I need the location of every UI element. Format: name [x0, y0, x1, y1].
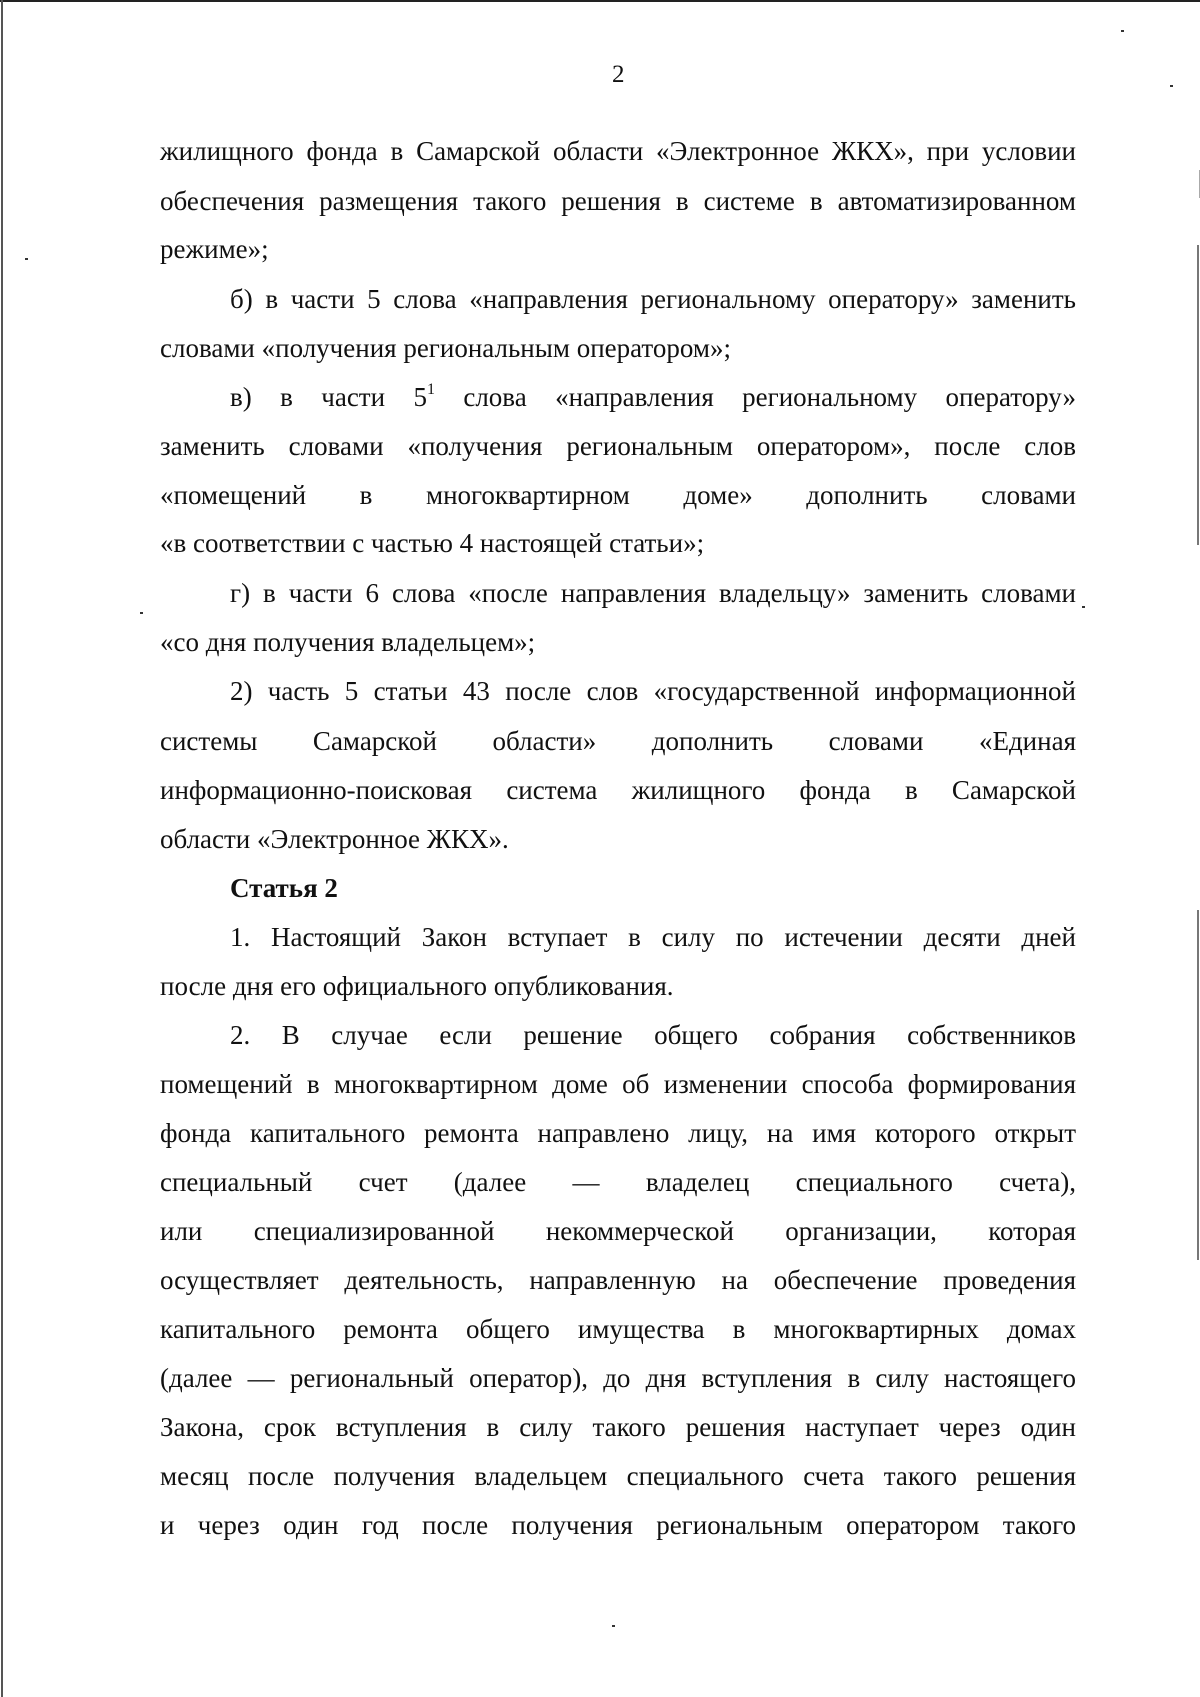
text-line: информационно-поисковая система жилищного фонда в Самарской: [160, 775, 1076, 805]
text-line: 2. В случае если решение общего собрания собственников: [230, 1020, 1076, 1050]
scan-speck: [612, 1625, 615, 1627]
text-line: режиме»;: [160, 234, 269, 264]
scan-speck: [1121, 30, 1124, 32]
text-line: б) в части 5 слова «направления региональному оператору» заменить: [230, 284, 1076, 314]
text-line: месяц после получения владельцем специального счета такого решения: [160, 1461, 1076, 1491]
scan-edge-right: [1197, 910, 1199, 1260]
text-line: «помещений в многоквартирном доме» дополнить словами: [160, 480, 1076, 510]
scan-speck: [140, 612, 143, 614]
text-line: капитального ремонта общего имущества в многоквартирных домах: [160, 1314, 1076, 1344]
text-line: 2) часть 5 статьи 43 после слов «государственной информационной: [230, 676, 1076, 706]
text-line: и через один год после получения региональным оператором такого: [160, 1510, 1076, 1540]
text-line: системы Самарской области» дополнить словами «Единая: [160, 726, 1076, 756]
text-line: заменить словами «получения региональным оператором», после слов: [160, 431, 1076, 461]
text-line: жилищного фонда в Самарской области «Электронное ЖКХ», при условии: [160, 136, 1076, 166]
page-number: 2: [612, 61, 625, 88]
text-run: в) в части 5: [230, 382, 427, 412]
text-line: [230, 381, 1076, 413]
text-line: осуществляет деятельность, направленную на обеспечение проведения: [160, 1265, 1076, 1295]
text-line: «в соответствии с частью 4 настоящей статьи»;: [160, 528, 705, 558]
text-run: слова «направления региональному оператору»: [463, 382, 1076, 412]
text-line: фонда капитального ремонта направлено лицу, на имя которого открыт: [160, 1118, 1076, 1148]
text-line: области «Электронное ЖКХ».: [160, 824, 509, 854]
text-line: помещений в многоквартирном доме об изменении способа формирования: [160, 1069, 1076, 1099]
article-heading: Статья 2: [230, 873, 338, 903]
text-line: специальный счет (далее — владелец специального счета),: [160, 1167, 1076, 1197]
text-line: после дня его официального опубликования.: [160, 971, 674, 1001]
text-line: или специализированной некоммерческой организации, которая: [160, 1216, 1076, 1246]
scan-edge-left: [1, 0, 3, 1697]
scan-speck: [1082, 606, 1085, 608]
scan-speck: [1170, 85, 1173, 87]
text-line: г) в части 6 слова «после направления владельцу» заменить словами: [230, 578, 1076, 608]
superscript: 1: [426, 381, 435, 398]
text-line: «со дня получения владельцем»;: [160, 627, 536, 657]
text-line: 1. Настоящий Закон вступает в силу по истечении десяти дней: [230, 922, 1076, 952]
scan-edge-right: [1197, 245, 1199, 545]
text-line: обеспечения размещения такого решения в системе в автоматизированном: [160, 186, 1076, 216]
text-line: (далее — региональный оператор), до дня вступления в силу настоящего: [160, 1363, 1076, 1393]
scan-edge-top: [0, 0, 1200, 2]
text-line: словами «получения региональным оператором»;: [160, 333, 731, 363]
scan-speck: [25, 258, 28, 260]
text-line: Закона, срок вступления в силу такого решения наступает через один: [160, 1412, 1076, 1442]
